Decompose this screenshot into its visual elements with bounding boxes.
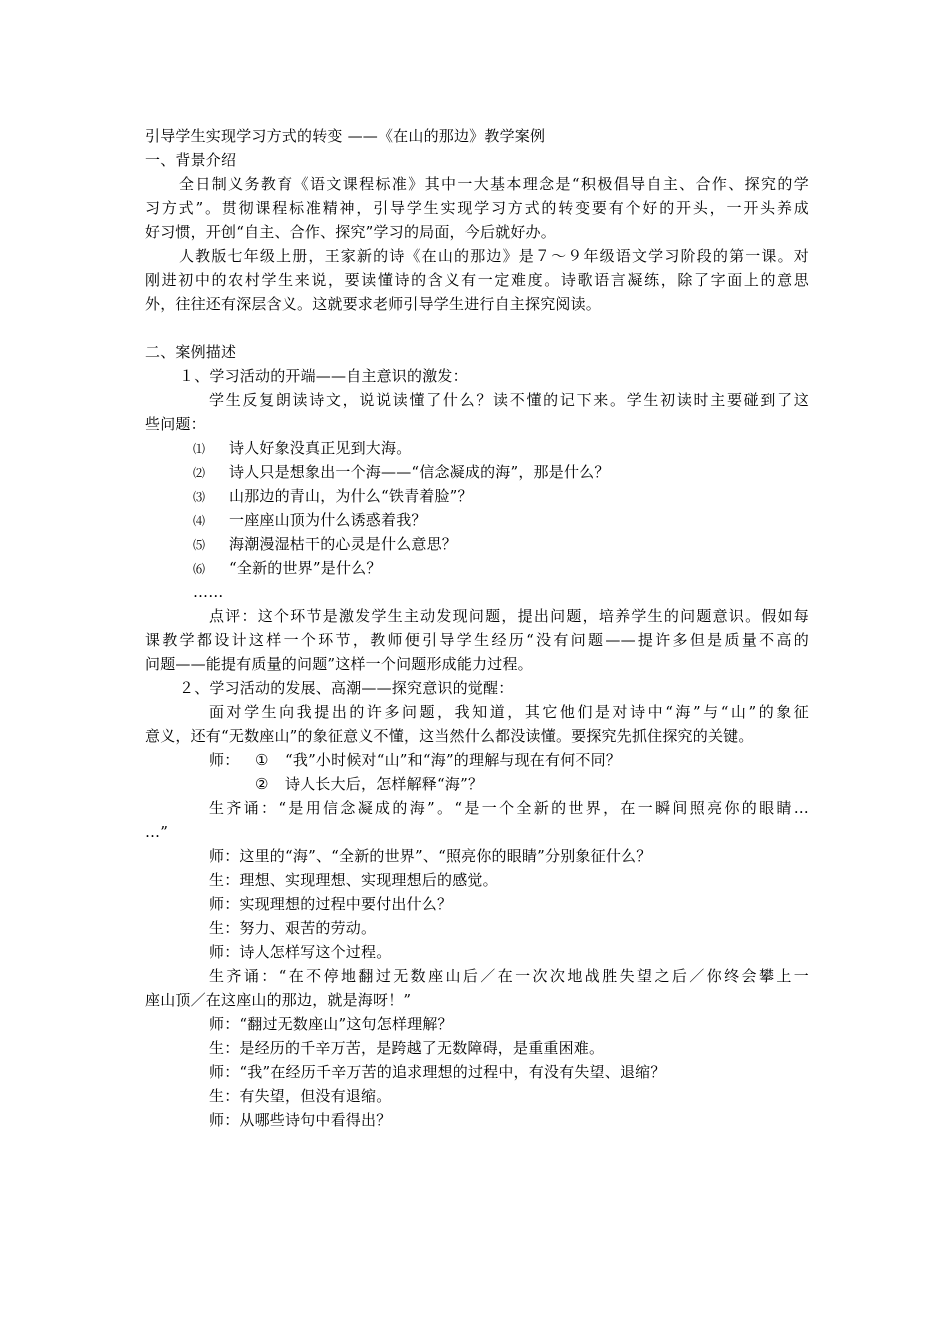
list-item <box>145 532 809 556</box>
list-item <box>145 508 809 532</box>
paragraph-line: 学生反复朗读诗文，说说读懂了什么？读不懂的记下来。学生初读时主要碰到了这 <box>209 391 809 409</box>
paragraph-line: 意义，还有“无数座山”的象征意义不懂，这当然什么都没读懂。要探究先抓住探究的关键。 <box>145 727 754 745</box>
document-title: 引导学生实现学习方式的转变 ——《在山的那边》教学案例 <box>145 127 546 145</box>
paragraph-line: 生齐诵：“是用信念凝成的海”。“是一个全新的世界，在一瞬间照亮你的眼睛… <box>209 799 809 817</box>
background-paragraph-2 <box>145 244 809 316</box>
list-item <box>145 556 809 580</box>
list-number: ⑶ <box>193 490 206 504</box>
paragraph-line: 全日制义务教育《语文课程标准》其中一大基本理念是“积极倡导自主、合作、探究的学 <box>179 175 809 193</box>
student-recitation-2 <box>145 964 809 1012</box>
document-page <box>145 124 809 1132</box>
speaker-label: 师： <box>209 751 240 769</box>
question-text: “我”小时候对“山”和“海”的理解与现在有何不同？ <box>285 751 622 769</box>
list-number: ⑴ <box>193 442 206 456</box>
dialogue-line: 师：“翻过无数座山”这句怎样理解？ <box>209 1015 453 1033</box>
dialogue-line: 生：努力、艰苦的劳动。 <box>209 919 377 937</box>
dialogue-line: 师：“我”在经历千辛万苦的追求理想的过程中，有没有失望、退缩？ <box>209 1063 666 1081</box>
paragraph-line: 人教版七年级上册，王家新的诗《在山的那边》是７～９年级语文学习阶段的第一课。对 <box>179 247 809 265</box>
list-ellipsis: …… <box>193 583 224 601</box>
teacher-question-2 <box>145 772 809 796</box>
list-number: ⑹ <box>193 562 206 576</box>
list-text: 诗人好象没真正见到大海。 <box>229 439 412 457</box>
circled-number: ② <box>255 775 269 793</box>
list-text: 一座座山顶为什么诱惑着我？ <box>229 511 427 529</box>
dialogue-line: 师：诗人怎样写这个过程。 <box>209 943 392 961</box>
paragraph-line: 好习惯，开创“自主、合作、探究”学习的局面，今后就好办。 <box>145 223 556 241</box>
dialogue-line: 生：有失望，但没有退缩。 <box>209 1087 392 1105</box>
subsection-heading-2: ２、学习活动的发展、高潮——探究意识的觉醒： <box>179 679 514 697</box>
student-recitation-1 <box>145 796 809 844</box>
list-text: 海潮漫湿枯干的心灵是什么意思？ <box>229 535 458 553</box>
blank-line <box>145 316 809 340</box>
dialogue-line: 生：理想、实现理想、实现理想后的感觉。 <box>209 871 498 889</box>
dialogue-block-a <box>145 844 809 964</box>
paragraph-line: 座山顶／在这座山的那边，就是海呀！” <box>145 991 412 1009</box>
paragraph-line: 些问题： <box>145 415 206 433</box>
subsection-2-intro <box>145 700 809 748</box>
paragraph-line: 课教学都设计这样一个环节，教师便引导学生经历“没有问题——提许多但是质量不高的 <box>145 631 809 649</box>
dialogue-line: 师：从哪些诗句中看得出？ <box>209 1111 392 1129</box>
background-paragraph-1 <box>145 172 809 244</box>
question-text: 诗人长大后，怎样解释“海”？ <box>285 775 484 793</box>
paragraph-line: 问题——能提有质量的问题”这样一个问题形成能力过程。 <box>145 655 533 673</box>
teacher-question-1 <box>145 748 809 772</box>
dialogue-line: 生：是经历的千辛万苦，是跨越了无数障碍，是重重困难。 <box>209 1039 605 1057</box>
question-list <box>145 436 809 604</box>
paragraph-line: 点评：这个环节是激发学生主动发现问题，提出问题，培养学生的问题意识。假如每 <box>209 607 809 625</box>
list-item <box>145 484 809 508</box>
paragraph-line: 生齐诵：“在不停地翻过无数座山后／在一次次地战胜失望之后／你终会攀上一 <box>209 967 809 985</box>
circled-number: ① <box>255 751 269 769</box>
dialogue-line: 师：实现理想的过程中要付出什么？ <box>209 895 453 913</box>
paragraph-line: 面对学生向我提出的许多问题，我知道，其它他们是对诗中“海”与“山”的象征 <box>209 703 809 721</box>
list-text: 诗人只是想象出一个海——“信念凝成的海”，那是什么？ <box>229 463 610 481</box>
paragraph-line: 外，往往还有深层含义。这就要求老师引导学生进行自主探究阅读。 <box>145 295 602 313</box>
list-text: “全新的世界”是什么？ <box>229 559 382 577</box>
subsection-1-intro <box>145 388 809 436</box>
comment-paragraph <box>145 604 809 676</box>
dialogue-block-b <box>145 1012 809 1132</box>
list-number: ⑸ <box>193 538 206 552</box>
paragraph-line: …” <box>145 823 169 841</box>
list-item <box>145 460 809 484</box>
list-item <box>145 436 809 460</box>
section-heading-background: 一、背景介绍 <box>145 151 237 169</box>
list-number: ⑵ <box>193 466 206 480</box>
dialogue-line: 师：这里的“海”、“全新的世界”、“照亮你的眼睛”分别象征什么？ <box>209 847 652 865</box>
section-heading-case: 二、案例描述 <box>145 343 237 361</box>
paragraph-line: 习方式”。贯彻课程标准精神，引导学生实现学习方式的转变要有个好的开头，一开头养成 <box>145 199 809 217</box>
paragraph-line: 刚进初中的农村学生来说，要读懂诗的含义有一定难度。诗歌语言凝练，除了字面上的意思 <box>145 271 809 289</box>
list-number: ⑷ <box>193 514 206 528</box>
list-text: 山那边的青山，为什么“铁青着脸”？ <box>229 487 473 505</box>
subsection-heading-1: １、学习活动的开端——自主意识的激发： <box>179 367 468 385</box>
